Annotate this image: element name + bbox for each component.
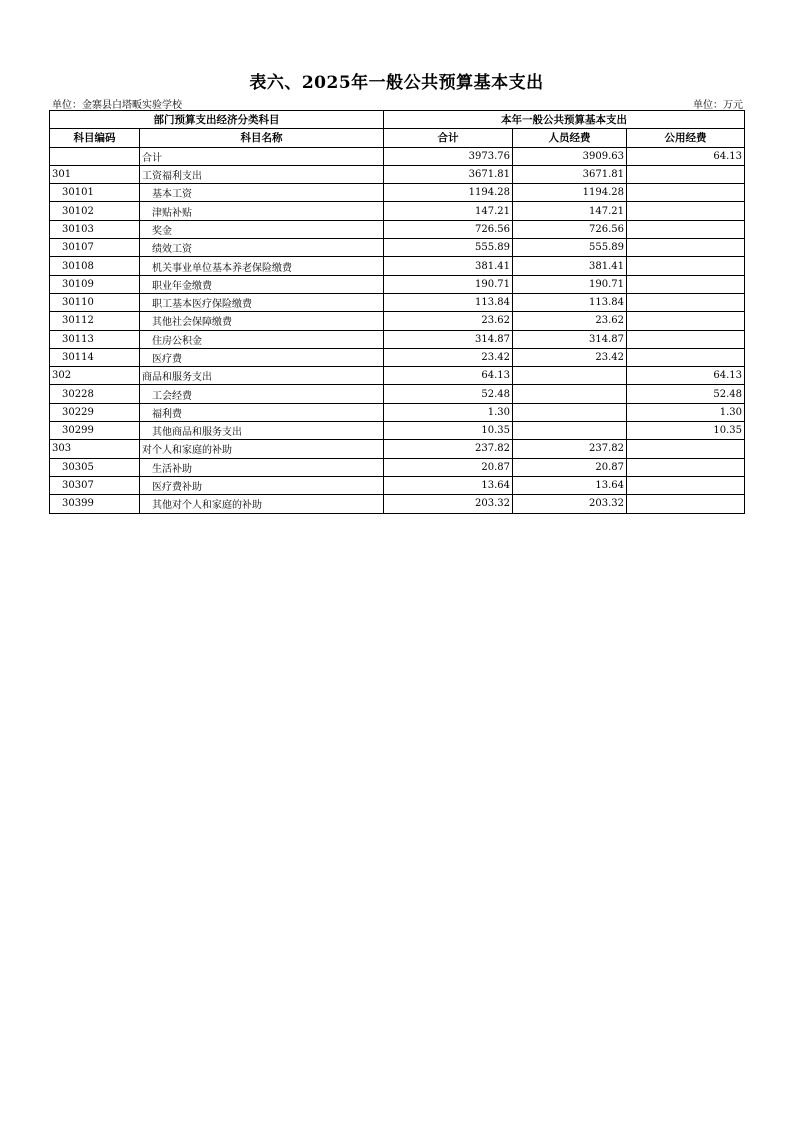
cell-name: 福利费 [140, 403, 384, 421]
cell-name: 职工基本医疗保险缴费 [140, 293, 384, 311]
cell-code: 30113 [50, 330, 140, 348]
cell-name: 其他商品和服务支出 [140, 422, 384, 440]
cell-name: 工会经费 [140, 385, 384, 403]
table-row [50, 422, 745, 440]
cell-personnel: 113.84 [513, 293, 627, 311]
cell-total: 23.62 [384, 312, 513, 330]
column-header-public: 公用经费 [627, 129, 745, 147]
cell-public [627, 239, 745, 257]
page-title: 表六、2025年一般公共预算基本支出 [249, 73, 544, 93]
cell-name: 工资福利支出 [140, 165, 384, 183]
table-row [50, 476, 745, 494]
cell-code: 30108 [50, 257, 140, 275]
cell-total: 3671.81 [384, 165, 513, 183]
cell-personnel [513, 367, 627, 385]
cell-name: 商品和服务支出 [140, 367, 384, 385]
cell-total: 147.21 [384, 202, 513, 220]
table-body [50, 147, 745, 513]
cell-code: 30112 [50, 312, 140, 330]
cell-total: 203.32 [384, 495, 513, 513]
table-row [50, 293, 745, 311]
cell-public [627, 330, 745, 348]
cell-code: 30305 [50, 458, 140, 476]
cell-personnel: 23.42 [513, 348, 627, 366]
table-row [50, 330, 745, 348]
cell-total: 190.71 [384, 275, 513, 293]
cell-name: 医疗费 [140, 348, 384, 366]
cell-public [627, 165, 745, 183]
unit-label-organization: 单位：金寨县白塔畈实验学校 [52, 100, 182, 111]
budget-table [49, 110, 745, 514]
cell-public [627, 220, 745, 238]
cell-code: 30229 [50, 403, 140, 421]
table-row [50, 385, 745, 403]
cell-public [627, 476, 745, 494]
unit-label-currency: 单位：万元 [693, 100, 743, 111]
cell-code: 30228 [50, 385, 140, 403]
table-row [50, 147, 745, 165]
cell-name: 机关事业单位基本养老保险缴费 [140, 257, 384, 275]
cell-code: 30299 [50, 422, 140, 440]
cell-code: 303 [50, 440, 140, 458]
cell-total: 20.87 [384, 458, 513, 476]
cell-code: 30101 [50, 184, 140, 202]
cell-name: 其他社会保障缴费 [140, 312, 384, 330]
column-header-personnel: 人员经费 [513, 129, 627, 147]
cell-personnel: 23.62 [513, 312, 627, 330]
cell-name: 基本工资 [140, 184, 384, 202]
cell-personnel: 555.89 [513, 239, 627, 257]
cell-personnel: 13.64 [513, 476, 627, 494]
cell-public: 64.13 [627, 367, 745, 385]
cell-public [627, 184, 745, 202]
cell-personnel: 726.56 [513, 220, 627, 238]
cell-public [627, 458, 745, 476]
cell-total: 381.41 [384, 257, 513, 275]
cell-public [627, 293, 745, 311]
cell-total: 3973.76 [384, 147, 513, 165]
cell-total: 314.87 [384, 330, 513, 348]
cell-name: 其他对个人和家庭的补助 [140, 495, 384, 513]
table-row [50, 184, 745, 202]
cell-code: 30103 [50, 220, 140, 238]
cell-code: 302 [50, 367, 140, 385]
table-row [50, 458, 745, 476]
cell-personnel: 1194.28 [513, 184, 627, 202]
cell-public [627, 495, 745, 513]
cell-total: 13.64 [384, 476, 513, 494]
cell-total: 237.82 [384, 440, 513, 458]
cell-public: 10.35 [627, 422, 745, 440]
table-group-header-row [50, 111, 745, 129]
cell-code [50, 147, 140, 165]
cell-personnel: 314.87 [513, 330, 627, 348]
cell-code: 30109 [50, 275, 140, 293]
cell-total: 10.35 [384, 422, 513, 440]
cell-code: 30399 [50, 495, 140, 513]
cell-total: 52.48 [384, 385, 513, 403]
cell-personnel [513, 422, 627, 440]
cell-name: 职业年金缴费 [140, 275, 384, 293]
cell-public [627, 440, 745, 458]
table-row [50, 165, 745, 183]
cell-name: 合计 [140, 147, 384, 165]
table-row [50, 367, 745, 385]
cell-public [627, 275, 745, 293]
cell-personnel: 237.82 [513, 440, 627, 458]
table-row [50, 220, 745, 238]
cell-name: 津贴补贴 [140, 202, 384, 220]
table-row [50, 202, 745, 220]
cell-total: 1.30 [384, 403, 513, 421]
cell-total: 113.84 [384, 293, 513, 311]
cell-name: 住房公积金 [140, 330, 384, 348]
table-row [50, 348, 745, 366]
cell-personnel: 147.21 [513, 202, 627, 220]
cell-name: 奖金 [140, 220, 384, 238]
cell-name: 医疗费补助 [140, 476, 384, 494]
cell-total: 555.89 [384, 239, 513, 257]
cell-code: 30110 [50, 293, 140, 311]
cell-personnel: 203.32 [513, 495, 627, 513]
cell-code: 30102 [50, 202, 140, 220]
column-header-code: 科目编码 [50, 129, 140, 147]
cell-name: 生活补助 [140, 458, 384, 476]
table-row [50, 312, 745, 330]
cell-public [627, 202, 745, 220]
group-header-classification: 部门预算支出经济分类科目 [50, 111, 384, 129]
table-row [50, 495, 745, 513]
cell-personnel [513, 403, 627, 421]
cell-public [627, 257, 745, 275]
table-row [50, 440, 745, 458]
cell-public: 64.13 [627, 147, 745, 165]
cell-personnel: 20.87 [513, 458, 627, 476]
column-header-total: 合计 [384, 129, 513, 147]
group-header-basic-expenditure: 本年一般公共预算基本支出 [384, 111, 745, 129]
cell-code: 30107 [50, 239, 140, 257]
cell-public [627, 348, 745, 366]
cell-total: 23.42 [384, 348, 513, 366]
cell-total: 726.56 [384, 220, 513, 238]
column-header-name: 科目名称 [140, 129, 384, 147]
cell-name: 绩效工资 [140, 239, 384, 257]
cell-personnel [513, 385, 627, 403]
cell-code: 301 [50, 165, 140, 183]
cell-total: 64.13 [384, 367, 513, 385]
cell-personnel: 3671.81 [513, 165, 627, 183]
table-row [50, 275, 745, 293]
cell-public: 1.30 [627, 403, 745, 421]
cell-code: 30307 [50, 476, 140, 494]
cell-total: 1194.28 [384, 184, 513, 202]
cell-public [627, 312, 745, 330]
table-row [50, 239, 745, 257]
cell-personnel: 3909.63 [513, 147, 627, 165]
cell-public: 52.48 [627, 385, 745, 403]
table-row [50, 257, 745, 275]
table-row [50, 403, 745, 421]
cell-personnel: 190.71 [513, 275, 627, 293]
cell-name: 对个人和家庭的补助 [140, 440, 384, 458]
cell-code: 30114 [50, 348, 140, 366]
cell-personnel: 381.41 [513, 257, 627, 275]
table-column-header-row [50, 129, 745, 147]
